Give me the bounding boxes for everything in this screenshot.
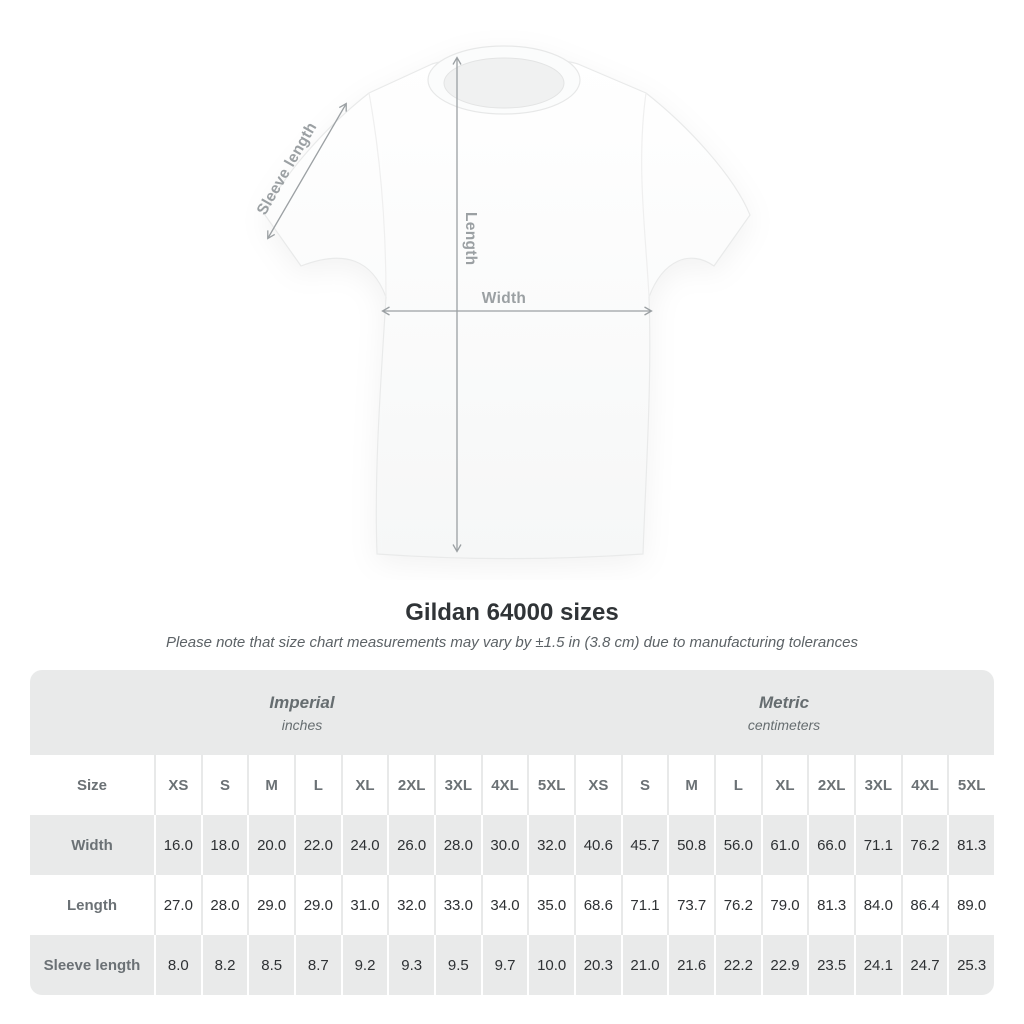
length-metric-2xl: 81.3 xyxy=(807,875,854,935)
size-col-metric-xs: XS xyxy=(574,755,621,815)
length-metric-s: 71.1 xyxy=(621,875,668,935)
metric-label: Metric xyxy=(758,692,810,712)
size-header-cell: Size xyxy=(30,755,154,815)
sleeve-imperial-s: 8.2 xyxy=(201,935,248,995)
width-metric-2xl: 66.0 xyxy=(807,815,854,875)
size-col-imperial-5xl: 5XL xyxy=(527,755,574,815)
sleeve-imperial-5xl: 10.0 xyxy=(527,935,574,995)
row-label-sleeve-length: Sleeve length xyxy=(30,935,154,995)
width-metric-xs: 40.6 xyxy=(574,815,621,875)
width-metric-3xl: 71.1 xyxy=(854,815,901,875)
sleeve-imperial-l: 8.7 xyxy=(294,935,341,995)
length-metric-xl: 79.0 xyxy=(761,875,808,935)
size-col-imperial-xs: XS xyxy=(154,755,201,815)
width-metric-4xl: 76.2 xyxy=(901,815,948,875)
width-metric-m: 50.8 xyxy=(667,815,714,875)
sleeve-metric-5xl: 25.3 xyxy=(947,935,994,995)
size-col-imperial-s: S xyxy=(201,755,248,815)
size-col-imperial-m: M xyxy=(247,755,294,815)
unit-header-band xyxy=(30,670,994,755)
size-col-metric-l: L xyxy=(714,755,761,815)
size-col-metric-s: S xyxy=(621,755,668,815)
length-metric-5xl: 89.0 xyxy=(947,875,994,935)
size-col-metric-2xl: 2XL xyxy=(807,755,854,815)
size-header-row xyxy=(30,755,994,815)
width-imperial-xl: 24.0 xyxy=(341,815,388,875)
length-label: Length xyxy=(462,212,479,266)
unit-header-metric xyxy=(574,670,994,755)
width-metric-l: 56.0 xyxy=(714,815,761,875)
size-col-metric-3xl: 3XL xyxy=(854,755,901,815)
page-subtitle: Please note that size chart measurements may vary by ±1.5 in (3.8 cm) due to manufacturing tolerances xyxy=(166,634,858,651)
length-imperial-5xl: 35.0 xyxy=(527,875,574,935)
sleeve-metric-l: 22.2 xyxy=(714,935,761,995)
length-metric-3xl: 84.0 xyxy=(854,875,901,935)
length-metric-xs: 68.6 xyxy=(574,875,621,935)
length-imperial-3xl: 33.0 xyxy=(434,875,481,935)
length-imperial-xs: 27.0 xyxy=(154,875,201,935)
imperial-unit: inches xyxy=(281,716,323,733)
row-label-length: Length xyxy=(30,875,154,935)
sleeve-metric-4xl: 24.7 xyxy=(901,935,948,995)
sleeve-imperial-xl: 9.2 xyxy=(341,935,388,995)
table-row-length xyxy=(30,875,994,935)
sleeve-imperial-4xl: 9.7 xyxy=(481,935,528,995)
size-col-metric-xl: XL xyxy=(761,755,808,815)
width-metric-s: 45.7 xyxy=(621,815,668,875)
table-row-width xyxy=(30,815,994,875)
size-col-imperial-2xl: 2XL xyxy=(387,755,434,815)
sleeve-metric-s: 21.0 xyxy=(621,935,668,995)
unit-header-imperial xyxy=(30,670,574,755)
size-table xyxy=(30,670,994,995)
width-label: Width xyxy=(481,290,527,307)
row-label-width: Width xyxy=(30,815,154,875)
size-col-imperial-xl: XL xyxy=(341,755,388,815)
width-imperial-3xl: 28.0 xyxy=(434,815,481,875)
width-imperial-l: 22.0 xyxy=(294,815,341,875)
width-imperial-m: 20.0 xyxy=(247,815,294,875)
length-imperial-l: 29.0 xyxy=(294,875,341,935)
size-col-imperial-3xl: 3XL xyxy=(434,755,481,815)
size-col-metric-m: M xyxy=(667,755,714,815)
width-imperial-2xl: 26.0 xyxy=(387,815,434,875)
size-col-imperial-l: L xyxy=(294,755,341,815)
sleeve-metric-xs: 20.3 xyxy=(574,935,621,995)
width-imperial-5xl: 32.0 xyxy=(527,815,574,875)
length-imperial-2xl: 32.0 xyxy=(387,875,434,935)
sleeve-imperial-2xl: 9.3 xyxy=(387,935,434,995)
length-metric-m: 73.7 xyxy=(667,875,714,935)
imperial-label: Imperial xyxy=(269,692,335,712)
sleeve-length-label: Sleeve length xyxy=(253,119,321,218)
page-title: Gildan 64000 sizes xyxy=(405,599,619,626)
metric-unit: centimeters xyxy=(747,716,821,733)
length-imperial-s: 28.0 xyxy=(201,875,248,935)
sleeve-metric-2xl: 23.5 xyxy=(807,935,854,995)
table-row-sleeve-length xyxy=(30,935,994,995)
sleeve-imperial-m: 8.5 xyxy=(247,935,294,995)
width-imperial-s: 18.0 xyxy=(201,815,248,875)
length-metric-l: 76.2 xyxy=(714,875,761,935)
sleeve-imperial-3xl: 9.5 xyxy=(434,935,481,995)
size-col-metric-4xl: 4XL xyxy=(901,755,948,815)
width-metric-5xl: 81.3 xyxy=(947,815,994,875)
size-col-metric-5xl: 5XL xyxy=(947,755,994,815)
sleeve-metric-xl: 22.9 xyxy=(761,935,808,995)
sleeve-metric-3xl: 24.1 xyxy=(854,935,901,995)
width-imperial-4xl: 30.0 xyxy=(481,815,528,875)
size-col-imperial-4xl: 4XL xyxy=(481,755,528,815)
tshirt-silhouette xyxy=(265,58,750,559)
length-metric-4xl: 86.4 xyxy=(901,875,948,935)
width-metric-xl: 61.0 xyxy=(761,815,808,875)
sleeve-metric-m: 21.6 xyxy=(667,935,714,995)
length-imperial-m: 29.0 xyxy=(247,875,294,935)
collar-opening xyxy=(444,58,564,108)
length-imperial-4xl: 34.0 xyxy=(481,875,528,935)
width-imperial-xs: 16.0 xyxy=(154,815,201,875)
sleeve-imperial-xs: 8.0 xyxy=(154,935,201,995)
length-imperial-xl: 31.0 xyxy=(341,875,388,935)
